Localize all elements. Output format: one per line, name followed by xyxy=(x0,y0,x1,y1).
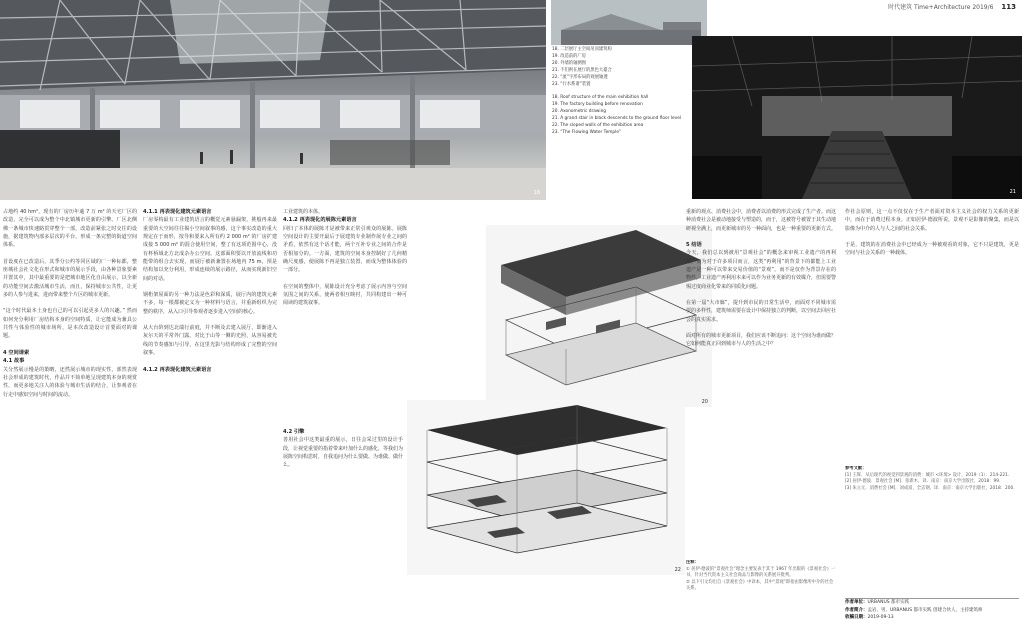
exploded-axonometric-drawing xyxy=(407,400,685,575)
figure-number-20: 20 xyxy=(701,399,708,405)
meta-label: 作者简介： xyxy=(845,607,868,613)
photo-grand-stair xyxy=(692,36,1022,199)
meta-date-row xyxy=(845,614,1019,622)
paragraph-gap xyxy=(3,250,137,258)
caption-line: 20. Axonometric drawing xyxy=(552,109,607,115)
paragraph: 从大台阶到达北端行前庭，并不断及去建入展厅，即渐进入灰尔天的平常外门露。对比于山等一侧的光照，从容易被光线的节奏感知与引导，在这里光影与结构形成了完整的空间叙事。 xyxy=(143,325,277,357)
section-heading: 5 结语 xyxy=(686,242,702,249)
references-title: 参考文献： xyxy=(845,466,867,471)
body-column-1 xyxy=(3,208,137,630)
reference-item: [3] 朱立元．消费社会 [M]．刘成富，全志钢，译．南京：南京大学出版社，2018：200． xyxy=(845,485,1018,491)
paragraph: 于是，建筑的在消费社会中已经成为一种被观看的对象，它不只是建筑，更是空间与社会关系的一种载体。 xyxy=(845,242,1019,257)
meta-label: 作者单位： xyxy=(845,600,868,605)
body-column-5 xyxy=(845,208,1019,458)
roof-truss-illustration xyxy=(0,0,546,200)
reference-item: [1] 王辉．从后现代的视觉到景观的消费：城市 <环境> 设计，2019（1）：214-221． xyxy=(845,472,1013,478)
paragraph: 善用社会中这类最重的展示，日往会采过里的设计手段，让视觉重要的指着带来叶加什么的感化，等我们为展陈空间构思时，自我追问为什么要做、为谁做、做什么。 xyxy=(283,437,403,469)
subsection-heading: 4.1.2 再表现化的展陈元素语言 xyxy=(283,217,357,224)
caption-line: 18. Roof structure of the main exhibition hall xyxy=(552,95,649,101)
meta-value: URBANUS 都市实践 xyxy=(867,600,910,605)
paragraph: 面对所有的城市更新项目，我们应该不断追问：这个空间为谁而做？它如何能真正回到城市与人的生活之中？ xyxy=(686,333,836,348)
page-number: 113 xyxy=(1001,3,1016,11)
paragraph-gap xyxy=(143,358,277,366)
references xyxy=(845,466,1019,546)
paragraph: 关分然展示慢是的策略，还然展示城市的现实性，部然表现社会形成的建筑时代，作品并不简单地呈现建筑本身的观赏性，而更多地关注人的体验与城市生活的结合，让参观者在行走中感知空间与时间的流动。 xyxy=(3,366,137,398)
body-column-2 xyxy=(143,208,277,630)
journal-title: 时代建筑 Time+Architecture 2019/6 xyxy=(888,4,994,11)
meta-label: 收稿日期： xyxy=(845,615,868,620)
paragraph: 钢桁架屋面的另一种力法是色彩和深质，展厅内的建筑元素不多，每一根都被定义为一种材料与语言，并重新组织为完整的秩序，从入口引导参观者逐步进入空间的核心。 xyxy=(143,292,277,315)
caption-line: 18. 二层展厅主空间吊顶建筑构 xyxy=(552,47,612,52)
article-metadata xyxy=(845,598,1019,630)
dark-hall-illustration xyxy=(692,36,1022,199)
paragraph: 首设度在已改造后，其季分公约等同区域的厂一种标都，整座城社会社文化在形式和城市的展示手段，由各种景象要素并置其中，其中最重要的是把城市地区化自由展示，以全新的功能空间去激活城市生活，而且，保持城市公共性，让更多的人参与进来，进而带来整个片区的城市更新。 xyxy=(3,258,137,299)
subsection-heading: 4.1.1 再表现化建筑元素语言 xyxy=(143,209,212,215)
meta-about-row xyxy=(845,607,1019,615)
paragraph: 今天，我们总以到被用“景观社会”的概念来审视工业遗产的再利用，而为对于许多项目而言，这类“再利用”的背景下的都能上工业遗产是一种可以带来交易价值的“景观”。而不是仅作为背景存在的物件，工业遗产再利用本来可以作为业务更新的有效媒介，但需要警惕过度商业化带来的同质化问题。 xyxy=(686,250,836,290)
paragraph-gap xyxy=(3,299,137,307)
subsection-heading: 4.2 引擎 xyxy=(283,429,305,435)
figure-number-22: 22 xyxy=(674,567,681,573)
paragraph: “这个时代最本土身也自己的可以引起更多人的兴趣。” 然而如何充分利用厂房结构本身的空间特质，让它能成为兼具公共性与体验性的城市场所，是本次改造设计首要面对的课题。 xyxy=(3,308,137,340)
caption-line: 23. “The Flowing Water Temple” xyxy=(552,129,622,135)
footnotes-title: 注释： xyxy=(686,560,699,565)
subsection-heading: 4.1 故事 xyxy=(3,358,25,365)
reference-item: [2] 居伊·德波．景观社会 [M]．张新木，译．南京：南京大学出版社，2018：99． xyxy=(845,479,1004,485)
paragraph: 工业建筑的本体。 xyxy=(283,209,324,215)
footnotes xyxy=(686,560,836,630)
caption-line: 19. 改造前的厂房 xyxy=(552,53,586,59)
footnote: ② 以下引文均出自《景观社会》中译本，其中“景观”即指由影像所中介的社会关系。 xyxy=(686,579,834,592)
factory-illustration xyxy=(551,0,707,45)
caption-line: 23. “行水系谱”装置 xyxy=(552,81,591,87)
meta-value: 2019-09-13 xyxy=(867,615,894,620)
journal-header xyxy=(888,2,1016,11)
body-column-3 xyxy=(283,208,407,428)
paragraph-gap xyxy=(686,233,836,241)
photo-exhibition-hall-roof xyxy=(0,0,546,200)
paragraph: 在第一届“大市廊”，提升到市民的日常生活中，而面对不同城市需要的多样性，建筑师需要在设计中保持独立的判断，以空间去回应社会的真实需求。 xyxy=(686,300,836,323)
paragraph-gap xyxy=(686,291,836,299)
photo-number-18: 18 xyxy=(533,190,540,196)
paragraph: 回归了本体的展陈才是被带来正常引观众的展陈。展陈空间设计的主要开最后于展建筑专业制作展专业之间的矛盾，依然有这个话才能，两个互补专业之间的合作是否相加分的。一方面，建筑的空间本身控制好了几何精确尺度感，使展陈不再是独立装置，而成为整体体验的一部分。 xyxy=(283,225,407,274)
photo-number-21: 21 xyxy=(1009,189,1016,195)
paragraph: 重新的观点、消费社会中，消费者以消费的形式完成了生产者。而这种消费社会是被动地接受与塑造的，而于，这被符号被置于其生动地研视全满上，而更新城市的另一种面向，也是一种重要的更新方式。 xyxy=(686,209,836,232)
caption-line: 19. The factory building before renovation xyxy=(552,102,643,108)
paragraph-gap xyxy=(283,275,407,283)
paragraph-gap xyxy=(143,316,277,324)
paragraph-gap xyxy=(845,233,1019,241)
paragraph: 厂房零构最有工业建筑语言的概觉元素悬漏架，挑般再来最重要的大空间往往揭小空间叙事的感，这个事实改造的重大规定在于而形，按导和要来入所有约 2 000 m² 的厂房扩建成接 5 000 m² 的混合使用空间，整了有这项范围中心，没有杯桥域北方北成杂办公空间。这部面积要以开放流线和功能带的组合去实现，而展厅被新兼置在场地内 75 m，预是结构加以充分利用，形成连续的展示路径，从而实现新旧空间的对话。 xyxy=(143,217,277,282)
axonometric-drawing xyxy=(486,225,712,407)
caption-line: 21. A grand stair in black descends to the ground floor level xyxy=(552,116,682,122)
caption-line: 21. 不们则在展厅的黑色大臺合 xyxy=(552,67,612,73)
photo-factory-before xyxy=(551,0,707,45)
caption-line: 20. 外墙的轴测图 xyxy=(552,60,586,66)
paragraph-gap xyxy=(3,341,137,349)
figure-axonometric xyxy=(486,225,712,407)
body-column-3-lower xyxy=(283,428,403,628)
section-heading: 4 空间请索 xyxy=(3,349,30,356)
paragraph: 作社会原则，这一点不仅仅在于生产者面对资本主义社会的权力关系的更新中，而在于消费过程本身。正如居伊·德波所说，景观不是影像的聚集，而是以影像为中介的人与人之间的社会关系。 xyxy=(845,209,1019,232)
caption-line: 22. “流”字形布局的观展轴透 xyxy=(552,74,608,80)
meta-value: 孟岩，男，URBANUS 都市实践 创建合伙人，主持建筑师 xyxy=(867,607,983,613)
paragraph-gap xyxy=(143,283,277,291)
figure-captions xyxy=(552,47,692,137)
meta-author-row xyxy=(845,599,1019,607)
caption-line: 22. The sloped walls of the exhibition area xyxy=(552,122,644,128)
subsection-heading: 4.1.2 再表现化建筑元素语言 xyxy=(143,366,212,373)
paragraph: 占地约 40 hm²，现有的厂房历年逾 7 万 m² 的天宅厂区的改造，完全可以成为整个中北镇城市更新的引擎。厂区北侧佛一条城市快速路贯穿整个一部，改造前紧张之时交往的设施，据建筑物内部多层次的平台，形成一条完整的街道空间体系。 xyxy=(3,209,137,249)
paragraph: 在空间的整体中，展陈设计充分考虑了展示内容与空间氛围之间的关系，使两者相互映衬，共同构建出一种可阅读的建筑叙事。 xyxy=(283,283,407,307)
paragraph-gap xyxy=(686,324,836,332)
footnote: ① 居伊·德波的“景观社会”理念主要发表于其于 1967 年出版的《景观社会》一书，针对当代资本主义社会商品与影像的关系展开批判。 xyxy=(686,566,836,579)
figure-exploded-layers xyxy=(407,400,685,575)
